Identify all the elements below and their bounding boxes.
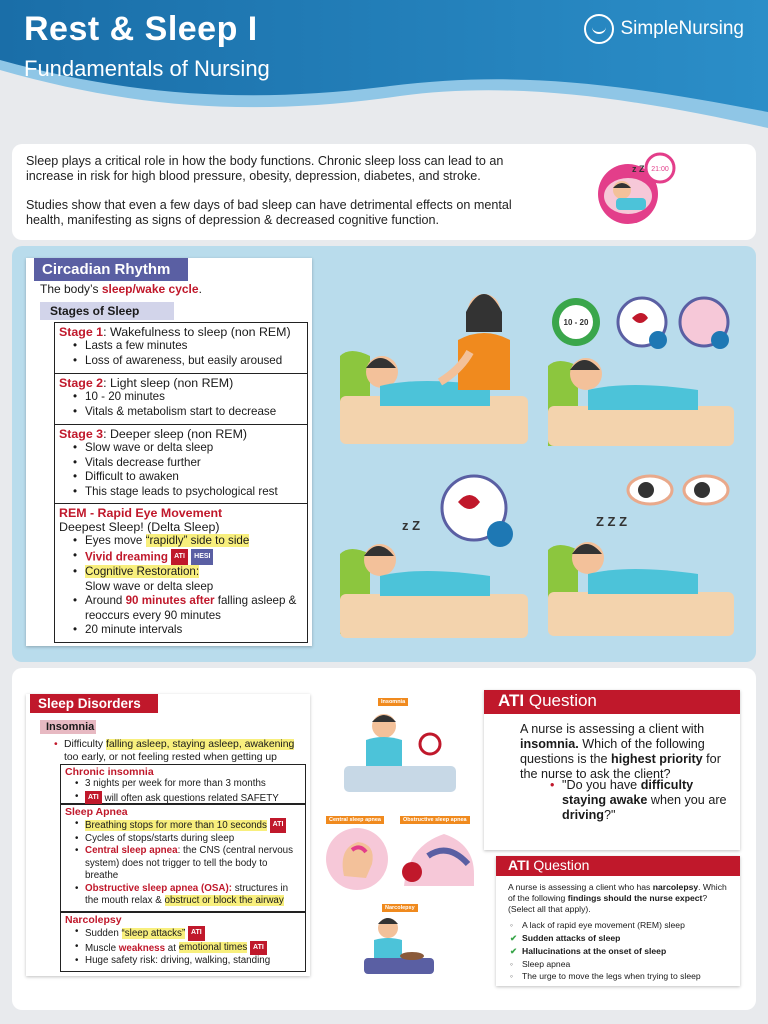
- ins-pre: Difficulty: [64, 739, 106, 750]
- svg-text:z Z: z Z: [632, 164, 645, 174]
- narcolepsy-box: [60, 912, 306, 972]
- ati1-q-pre: A nurse is assessing a client with: [520, 722, 705, 736]
- apnea-b4: structures in the mouth relax &: [85, 882, 289, 906]
- list-item: • Loss of awareness, but easily aroused: [73, 354, 303, 369]
- chronic-b2: will often ask questions related SAFETY: [101, 792, 279, 804]
- stage-3-box: [54, 424, 308, 504]
- ati2-head-rest: Question: [529, 857, 590, 873]
- ati-badge: ATI: [188, 926, 205, 941]
- apnea-b4-red: Obstructive sleep apnea (OSA):: [85, 882, 232, 894]
- apnea-b3: : the CNS (central nervous system) does not trigger to tell the body to breathe: [85, 845, 294, 881]
- stage-2-box: [54, 373, 308, 425]
- narco-b1-pre: Sudden: [85, 927, 122, 939]
- option-text: Sudden attacks of sleep: [522, 933, 621, 943]
- obstructive-apnea-icon: [398, 826, 478, 892]
- clock-time: 21:00: [651, 166, 669, 173]
- answer-option: ◦ A lack of rapid eye movement (REM) sleep: [510, 920, 685, 930]
- list-item: • Lasts a few minutes: [73, 339, 303, 354]
- rem-b1-pre: Eyes move: [85, 534, 146, 547]
- ati1-a-post: ?": [603, 808, 616, 822]
- desc-highlight: sleep/wake cycle: [101, 282, 199, 296]
- list-item: • 20 minute intervals: [73, 623, 303, 638]
- stage-2-desc: : Light sleep (non REM): [103, 376, 234, 390]
- timer-label: 10 - 20: [563, 318, 589, 327]
- rem-b4-post: falling asleep & reoccurs every 90 minutes: [85, 594, 297, 622]
- chronic-title: Chronic insomnia: [65, 766, 154, 778]
- rem-b2: Vivid dreaming: [85, 549, 168, 563]
- svg-text:Z Z Z: Z Z Z: [596, 514, 628, 529]
- ati1-q-b1: insomnia.: [520, 737, 579, 751]
- narco-b2-hl: emotional times: [178, 942, 248, 954]
- option-text: Hallucinations at the onset of sleep: [522, 946, 667, 956]
- narco-title: Narcolepsy: [65, 914, 122, 926]
- list-item: • 3 nights per week for more than 3 months: [75, 778, 301, 791]
- list-item: • Slow wave or delta sleep: [73, 441, 303, 456]
- rem-illustration: [548, 470, 738, 644]
- ati1-head-rest: Question: [524, 691, 597, 710]
- intro-paragraph-2: Studies show that even a few days of bad sleep can have detrimental effects on mental health, manifesting as signs of depression & decreased cognitive function.: [26, 198, 512, 227]
- stage1-illustration: [340, 286, 532, 446]
- central-apnea-icon: [324, 826, 390, 892]
- list-item: • Cycles of stops/starts during sleep: [75, 833, 301, 846]
- ati-question-1-text: [520, 722, 724, 782]
- ati-question-2-header: [496, 856, 740, 876]
- answer-option: [510, 946, 667, 956]
- apnea-b1-hl: Breathing stops for more than 10 seconds: [85, 819, 267, 831]
- ati2-q-b2: findings should the nurse expect: [567, 893, 703, 903]
- rem-b1-hl: “rapidly” side to side: [145, 534, 250, 547]
- list-item: [75, 941, 301, 956]
- rem-b3-hl: Cognitive Restoration:: [85, 565, 200, 578]
- ati2-q-post: ? (Select all that apply).: [508, 893, 708, 914]
- list-item: [75, 818, 301, 833]
- answer-option: [510, 933, 621, 943]
- ati2-head-bold: ATI: [508, 857, 530, 873]
- sleep-disorders-card: [26, 694, 310, 976]
- ati1-a-pre: "Do you have: [562, 778, 641, 792]
- chronic-insomnia-box: [60, 764, 306, 804]
- ati2-q-b1: narcolepsy: [652, 882, 699, 892]
- ati-badge: ATI: [85, 791, 102, 806]
- page-subtitle: Fundamentals of Nursing: [24, 56, 270, 81]
- sleeping-person-clock-icon: [594, 152, 676, 224]
- stage3-illustration: [340, 474, 532, 644]
- ati-question-2-card: [496, 856, 740, 986]
- rem-box: [54, 503, 308, 643]
- ins-post: too early, or not feeling rested when getting up: [64, 752, 277, 763]
- list-item: • Difficult to awaken: [73, 470, 303, 485]
- ati1-q-post: for the nurse to ask the client?: [520, 752, 721, 781]
- stage-3-desc: : Deeper sleep (non REM): [103, 427, 248, 441]
- rem-b4-pre: Around: [85, 594, 126, 607]
- ati1-q-b2: highest priority: [611, 752, 703, 766]
- list-item: [75, 883, 301, 908]
- list-item: • Huge safety risk: driving, walking, standing: [75, 955, 301, 968]
- rem-b4-red: 90 minutes after: [125, 594, 215, 607]
- brand-logo-icon: [584, 14, 614, 44]
- list-item: • Vitals decrease further: [73, 456, 303, 471]
- answer-option: ◦ Sleep apnea: [510, 959, 571, 969]
- rem-name: REM - Rapid Eye Movement: [59, 506, 223, 520]
- ati1-a-b2: driving: [562, 808, 604, 822]
- hesi-badge: HESI: [191, 549, 213, 566]
- list-item: [73, 549, 303, 566]
- narco-b1-hl: “sleep attacks”: [121, 927, 186, 939]
- stage-1-box: [54, 322, 308, 374]
- intro-card: [12, 144, 756, 240]
- narco-b2-pre: Muscle: [85, 942, 119, 954]
- apnea-b4-hl: obstruct or block the airway: [164, 895, 284, 906]
- stage-1-desc: : Wakefulness to sleep (non REM): [103, 325, 291, 339]
- ati-badge: ATI: [270, 818, 287, 833]
- brand: [584, 14, 744, 44]
- list-item: [73, 534, 303, 549]
- check-icon: ✔: [510, 946, 518, 956]
- sleep-disorders-title: Sleep Disorders: [30, 694, 158, 713]
- desc-post: .: [198, 282, 202, 296]
- ati-question-2-text: [508, 882, 736, 915]
- ati1-a-b1: difficulty staying awake: [562, 778, 694, 807]
- stage-2-name: Stage 2: [59, 376, 104, 390]
- insomnia-desc: [64, 738, 304, 764]
- ati2-q-mid: . Which of the following: [508, 882, 727, 903]
- circadian-title: Circadian Rhythm: [34, 258, 188, 281]
- list-item: [75, 926, 301, 941]
- narcolepsy-ill-label: Narcolepsy: [382, 904, 418, 912]
- list-item: [73, 594, 303, 623]
- insomnia-illustration: [340, 710, 460, 794]
- check-icon: ✔: [510, 933, 518, 943]
- apnea-title: Sleep Apnea: [65, 806, 128, 818]
- ati-badge: ATI: [250, 941, 267, 956]
- ati-question-1-answer: [562, 778, 732, 823]
- svg-text:z Z: z Z: [402, 518, 421, 533]
- desc-pre: The body’s: [40, 282, 102, 296]
- central-ill-label: Central sleep apnea: [326, 816, 384, 824]
- option-text: A lack of rapid eye movement (REM) sleep: [522, 920, 685, 930]
- stage-1-name: Stage 1: [59, 325, 104, 339]
- list-item: • 10 - 20 minutes: [73, 390, 303, 405]
- list-item: • Vitals & metabolism start to decrease: [73, 405, 303, 420]
- answer-option: ◦ The urge to move the legs when trying to sleep: [510, 971, 701, 981]
- list-item: • This stage leads to psychological rest: [73, 485, 303, 500]
- rem-b3-rest: Slow wave or delta sleep: [85, 579, 214, 593]
- list-item: [73, 565, 303, 594]
- narco-b2-mid: at: [165, 942, 179, 954]
- intro-paragraph-1: Sleep plays a critical role in how the body functions. Chronic sleep loss can lead to an increase in risk for high blood pressure, obesity, depression, diabetes, and stroke.: [26, 154, 504, 183]
- option-text: The urge to move the legs when trying to sleep: [522, 971, 701, 981]
- ati1-a-mid: when you are: [647, 793, 727, 807]
- ins-hl: falling asleep, staying asleep, awakening: [105, 739, 295, 750]
- ati2-q-pre: A nurse is assessing a client who has: [508, 882, 653, 892]
- obstructive-ill-label: Obstructive sleep apnea: [400, 816, 470, 824]
- circadian-desc: [40, 282, 202, 296]
- insomnia-label: Insomnia: [40, 720, 96, 734]
- page-title: Rest & Sleep I: [24, 10, 258, 48]
- list-item: [75, 845, 301, 883]
- narco-b2-red: weakness: [118, 942, 166, 954]
- narcolepsy-illustration: [362, 914, 436, 976]
- header: [0, 0, 768, 140]
- ati1-q-mid: Which of the following questions is the: [520, 737, 705, 766]
- insomnia-ill-label: Insomnia: [378, 698, 408, 706]
- ati1-head-bold: ATI: [498, 691, 525, 710]
- ati-question-1-card: [484, 690, 740, 850]
- stage2-illustration: [548, 296, 738, 446]
- sleep-apnea-box: [60, 804, 306, 912]
- ati-badge: ATI: [171, 549, 188, 566]
- stage-3-name: Stage 3: [59, 427, 104, 441]
- option-text: Sleep apnea: [522, 959, 571, 969]
- brand-name: SimpleNursing: [620, 18, 744, 39]
- ati-question-1-header: [484, 690, 740, 714]
- list-item: [75, 791, 301, 806]
- stages-label: Stages of Sleep: [40, 302, 174, 320]
- rem-sub: Deepest Sleep! (Delta Sleep): [59, 520, 220, 534]
- apnea-b3-red: Central sleep apnea: [85, 845, 178, 856]
- circadian-card: [26, 258, 312, 646]
